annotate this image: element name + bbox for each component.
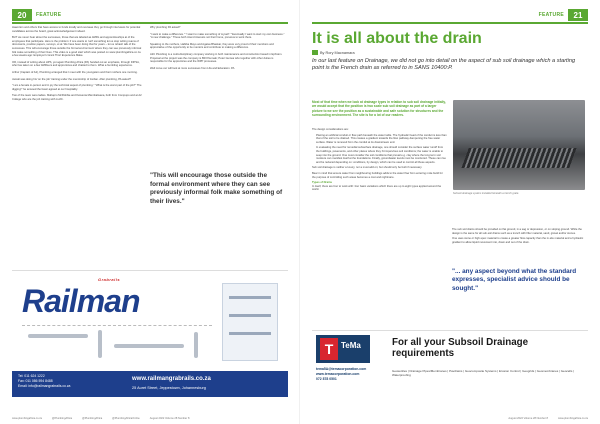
grabrail-drawing — [22, 325, 212, 361]
tema-logo-letter: T — [320, 338, 338, 360]
issue-info: August 2022 Volume 28 Number 8 — [149, 417, 190, 420]
drain-photo — [453, 100, 585, 190]
rail-icon — [229, 332, 271, 335]
page-number: 21 — [568, 9, 588, 21]
tema-headline: For all your Subsoil Drainage requirements — [392, 337, 529, 359]
article-body-column-1 — [312, 128, 447, 192]
tema-products: Geotextiles | Drainage Pipes/Membranes | Pavdrains | Geocomposite Systems | Erosion Control | Geogrids | Geomembranes | Geocells | Waterproofing — [392, 369, 574, 378]
paragraph: Haworton and others that have access to funds locally and overseas they go through interviews for potential candidates across the board, great acknowledgement indeed. — [12, 26, 141, 33]
paragraph: Why plumbing PA asked? — [150, 26, 181, 29]
author-byline — [312, 50, 355, 55]
bullet-item: Placing an artificial conduit or flow path beneath the water table. The hydraulic head of the conduit is less than that of the soil to be drained. This creates a gradient towards the flow pathway dampening the free water surface. Water is removed from the conduit at its downstream end. — [316, 133, 447, 144]
right-page — [300, 0, 600, 424]
paragraph: Arthur (Captain of A2), Plumbing arranged that I meet with the youngsters and their mothers one morning. — [12, 70, 138, 74]
lead-paragraph: Most of that time when we look at drainage types in relation to sub soil drainage initially, we would accept that the position is two scale sub soil drainage as part of a larger picture to we see the position as a sustainable and safe solution for structures and the surrounding environment. The site is for a lot of our readers. — [312, 100, 446, 118]
tema-contacts — [316, 367, 366, 382]
paragraph: Well move our will look at more successes from Lifa and Education. PA — [150, 66, 235, 70]
author-name: By Rory Macnamara — [320, 50, 355, 55]
railman-logo: Railman — [22, 283, 140, 319]
paragraph: Two of the team were ladies. Mahapro McRobbie and Ketsenia Mtembalwana, both from Compupo and at A2 College who are the job training with LHJC. — [12, 94, 142, 101]
section-label: FEATURE — [36, 12, 62, 18]
railman-fax: Fax: 011 086 594 8488 — [18, 379, 53, 383]
footer-website[interactable]: www.plumbingafrica.co.za — [558, 417, 588, 420]
rail-icon — [229, 314, 271, 317]
page-number: 20 — [12, 9, 32, 21]
tema-email[interactable]: tema5A@temacorporation.com — [316, 367, 367, 371]
paragraph: Jamali was doing his 'on the job' training under the mentorship of Jordan. After plumbing, PA asked? — [12, 77, 131, 81]
rail-icon — [229, 296, 271, 299]
footer-website[interactable]: www.plumbingafrica.co.za — [12, 417, 42, 420]
left-footer — [12, 417, 189, 420]
photo-caption: Subsoil drainage system installed beneath a trench grate. — [453, 192, 520, 195]
grabrail-icon — [114, 344, 184, 348]
article-intro: In our last feature on Drainage, we did not go into detail on the aspect of sub soil drainage which a starting point is the French drain as referred to in SANS 10400:P. — [312, 58, 576, 72]
header-rule — [312, 22, 588, 24]
right-footer — [508, 417, 588, 420]
tema-logo-name: TeMa — [341, 341, 361, 350]
railman-tagline: Grabrails — [98, 277, 121, 282]
paragraph: "I am a female in-person and in joy the technical aspect of plumbing." "What is the worst part of the job?" The digging!" he amused the basic agreed at our hospitality. — [12, 84, 142, 91]
railman-advert — [12, 270, 288, 402]
grabrail-icon — [194, 332, 198, 358]
article-body-column-2 — [452, 228, 586, 244]
byline-marker-icon — [312, 50, 318, 55]
article-column-1 — [12, 26, 142, 105]
paragraph: OR, instead of writing about HPS, yet again Plumbing Africa (PA) handed out an emphasis, through IOPSA, who has taken on a few AMRLers and apprentices and chatted to them. What a humbling experience. — [12, 60, 140, 68]
issue-info: August 2022 Volume 28 Number 8 — [508, 417, 548, 420]
paragraph: A2C Plumbing is a multi-disciplinary company working in both maintenance and construction based in Ephraim. Proposal at the project was the company is Bill Khumalo; Peter Gunwa who together with other duties is responsible for the apprentices and the WPP processes. — [150, 52, 283, 64]
linkedin-handle[interactable]: @PlumbingAfrica — [82, 417, 103, 420]
paragraph: The design considerations are: — [312, 128, 349, 131]
product-box-image — [222, 283, 278, 361]
facebook-handle[interactable]: @PlumbingAfricaOnline — [112, 417, 140, 420]
paragraph: The sub soil drains should be provided on flat ground, in a sag or depression, or on sloping ground. While the design is the same for all sub-soil drains such as a trench with filter material, sand, gravel and/or stones. — [452, 228, 582, 235]
drain-grate-icon — [461, 148, 576, 168]
railman-contact-bar — [12, 371, 288, 397]
paragraph: One uses stone or high-spec material to create a greater flow capacity than the in-situ material and a hydraulic gradient to allow liquid movement into, down and out of the drain. — [452, 237, 584, 244]
header-rule — [12, 22, 288, 24]
railman-contacts — [18, 374, 70, 389]
tema-website[interactable]: www.temacorporation.com — [316, 372, 360, 376]
pull-quote: "This will encourage those outside the formal environment where they can see previously informal folk make something of their lives." — [150, 172, 283, 205]
article-title: It is all about the drain — [312, 30, 482, 47]
subheading: Types of Drains — [312, 181, 332, 185]
paragraph: "I want to make a difference." "I want to make something of myself." "Eventually I want to start my own business." "A new challenge." These both intend interests not their home, previous to work there. — [150, 32, 285, 40]
twitter-handle[interactable]: @PlumbingAfrica — [52, 417, 73, 420]
paragraph: Bear in mind that ensure water from neighbouring buildings adds to the water flow from entering mole build for the purpose of controlling such areas becomes a cost and nightmare. — [312, 171, 443, 179]
bullet-item: In evaluating the need for remedial subsurface drainage, one should consider the surface water runoff from the buildings, pavements, and other places where they hit impervious soil conditions; the water is unable to seep into the ground. One must consider the soil conditions that prevail e.g. clay where the long term soil moisture can manifest itself at the foundations. Finally, groundwater levels must be monitored. These can rise and be reduced depending on: conditions, by design, which can be used to control all these aspects. — [316, 146, 446, 164]
railman-tel: Tel: 011 624 1222 — [18, 374, 45, 378]
section-label: FEATURE — [538, 12, 564, 18]
grabrail-icon — [98, 330, 102, 358]
railman-email[interactable]: Email: info@railmangrabrails.co.za — [18, 384, 71, 388]
paragraph: Sub soil drainage is neither a luxury, nor a must add on; but should only be built if necessary. — [312, 166, 423, 170]
tema-phone: 072 878 0501 — [316, 377, 337, 381]
pull-quote: "... any aspect beyond what the standard expresses, specialist advice should be sought." — [452, 268, 577, 292]
tema-logo — [316, 335, 370, 363]
right-page-header — [535, 8, 588, 22]
left-page-header — [12, 8, 65, 22]
article-column-2 — [150, 26, 286, 73]
grabrail-icon — [28, 334, 88, 338]
railman-address: 25 Auret Street, Jeppestown, Johannesburg — [132, 386, 206, 390]
paragraph: In itself, there are four to work with: four basic variations which there are up to eight types applied around the world. — [312, 184, 442, 192]
railman-website[interactable]: www.railmangrabrails.co.za — [132, 376, 211, 382]
tema-advert — [312, 330, 588, 402]
paragraph: BUT we never hear about the successes, those that are labeled as AMRL and apprenticeships at of the employees that participate. Here is the problem: if one wants to 'sell' something let us stop writing reams of documents, position papers, surveys, et al. We have been doing that for years – let us rehash talk of the successes. This will encourage those outside the formal environment where they can see previously informal folk make something of their lives. This video is a good start which was posted on www.plumbingafrica.co.za a few weeks ago: Employer's Grant Thori Experience Make. — [12, 36, 142, 58]
paragraph: Speaking to the mothers, Habiba Mayo and Agaisa Bhaskar, they were very proud of their members and appreciative of the opportunity to be mentors and contribute to making a difference. — [150, 42, 274, 50]
